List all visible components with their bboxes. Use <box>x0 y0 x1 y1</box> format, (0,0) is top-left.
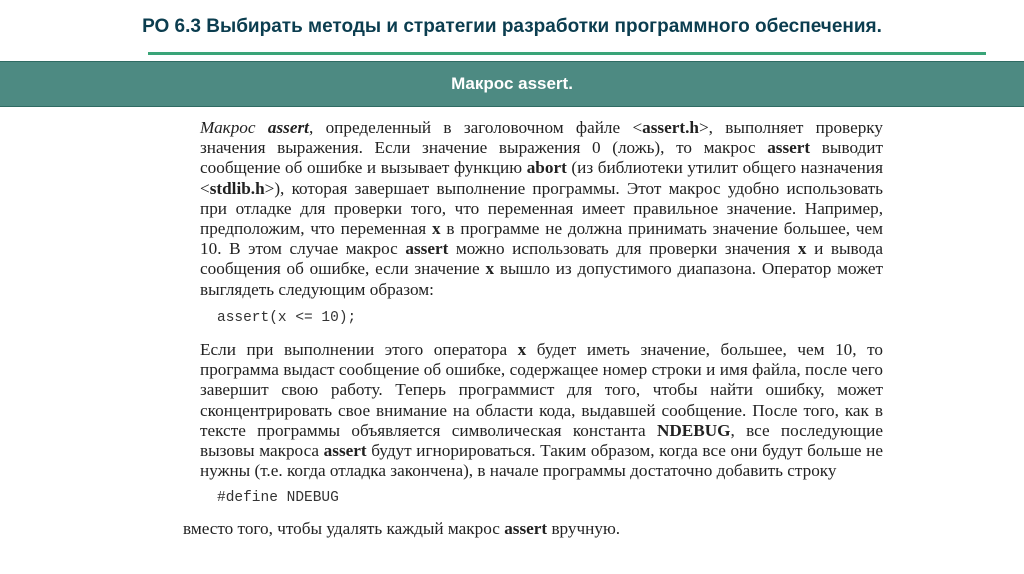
term-macro: Макрос <box>200 118 268 137</box>
text-segment: будет иметь значение, большее, чем 10, то программа выдаст сообщение об ошибке, содержащее номер строки и имя файла, после чего завершит свою работу. Теперь программист для того, чтобы найти ошибку, может сконцентрировать свое внимание на области кода, выдавшей сообщение. После того, как в тексте программы объявляется символическая константа <box>200 340 884 440</box>
text-segment: (из библиотеки утилит общего назначения < <box>200 158 883 198</box>
paragraph-explanation <box>183 340 883 481</box>
text-segment: , все последующие вызовы макроса <box>200 420 883 461</box>
text-segment: вместо того, чтобы удалять каждый макрос <box>183 518 505 538</box>
variable-x: x <box>517 340 527 360</box>
text-segment: в программе не должна принимать значение большее, чем 10. В этом случае макрос <box>200 219 883 259</box>
keyword-assert: assert <box>504 518 548 538</box>
keyword-assert: assert <box>323 441 367 461</box>
text-segment: выводит сообщение об ошибке и вызывает функцию <box>200 138 884 178</box>
title-divider <box>148 52 986 55</box>
code-example-assert: assert(x <= 10); <box>217 309 357 326</box>
text-segment: >, выполняет проверку значения выражения. Если значение выражения 0 (ложь), то макрос <box>200 118 883 158</box>
term-assert: assert <box>267 118 309 137</box>
header-name: stdlib.h <box>209 178 265 198</box>
text-segment: можно использовать для проверки значения <box>448 239 798 259</box>
text-segment: вручную. <box>547 518 621 538</box>
keyword-assert: assert <box>767 138 811 158</box>
slide-title: РО 6.3 Выбирать методы и стратегии разработки программного обеспечения. <box>142 16 882 37</box>
variable-x: x <box>432 219 441 239</box>
text-segment: , определенный в заголовочном файле < <box>308 118 643 137</box>
text-segment: Если при выполнении этого оператора <box>200 340 518 360</box>
text-segment: >), которая завершает выполнение программы. Этот макрос удобно использовать при отладке для проверки того, что переменная имеет правильное значение. Например, предположим, что переменная <box>200 178 883 239</box>
textbook-excerpt <box>183 110 883 539</box>
keyword-abort: abort <box>526 158 567 178</box>
variable-x: x <box>485 259 495 279</box>
code-example-define: #define NDEBUG <box>217 490 339 507</box>
section-banner-title: Макрос assert. <box>451 74 573 93</box>
section-banner <box>0 61 1024 107</box>
text-segment: и вывода сообщения об ошибке, если значение <box>200 239 883 279</box>
text-segment: будут игнорироваться. Таким образом, когда все они будут больше не нужны (т.е. когда отладка закончена), в начале программы достаточно добавить строку <box>200 441 883 481</box>
variable-x: x <box>797 239 807 259</box>
keyword-ndebug: NDEBUG <box>656 420 731 440</box>
header-name: assert.h <box>642 118 699 137</box>
keyword-assert: assert <box>405 239 449 259</box>
text-segment: вышло из допустимого диапазона. Оператор может выглядеть следующим образом: <box>200 259 884 299</box>
paragraph-intro <box>183 118 883 300</box>
paragraph-conclusion <box>183 519 883 539</box>
